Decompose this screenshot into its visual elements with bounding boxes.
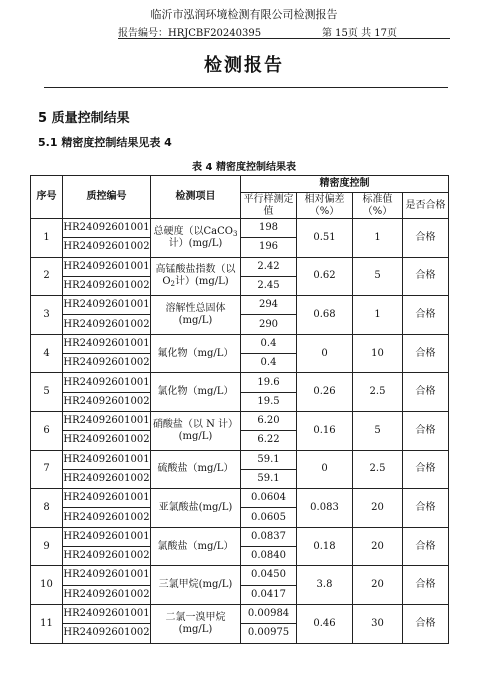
cell-qc-code: HR24092601002: [63, 508, 151, 527]
cell-qc-code: HR24092601001: [63, 566, 151, 585]
cell-item: [151, 527, 241, 566]
cell-rel-dev: 0: [297, 334, 353, 373]
cell-seq: 6: [31, 411, 63, 450]
cell-pass: 合格: [403, 373, 449, 412]
cell-qc-code: HR24092601001: [63, 489, 151, 508]
cell-rel-dev: 0.16: [297, 411, 353, 450]
cell-parallel-value: 59.1: [241, 469, 297, 488]
cell-qc-code: HR24092601002: [63, 624, 151, 643]
cell-seq: 2: [31, 257, 63, 296]
cell-pass: 合格: [403, 450, 449, 489]
cell-item: [151, 334, 241, 373]
report-number: 报告编号：HRJCBF20240395: [118, 28, 262, 39]
cell-rel-dev: 3.8: [297, 566, 353, 605]
section-heading: 5 质量控制结果: [38, 111, 130, 126]
cell-qc-code: HR24092601002: [63, 547, 151, 566]
item-subscript: 2: [170, 280, 175, 289]
cell-pass: 合格: [403, 257, 449, 296]
cell-rel-dev: 0.51: [297, 219, 353, 258]
cell-std: 1: [353, 219, 403, 258]
cell-rel-dev: 0: [297, 450, 353, 489]
cell-std: 20: [353, 527, 403, 566]
cell-qc-code: HR24092601002: [63, 315, 151, 334]
cell-qc-code: HR24092601002: [63, 238, 151, 257]
table-row: [31, 334, 449, 353]
cell-std: 30: [353, 604, 403, 643]
table-row: [31, 373, 449, 392]
item-text: 氯酸盐（mg/L）: [157, 540, 234, 552]
cell-pass: 合格: [403, 411, 449, 450]
table-row: [31, 450, 449, 469]
cell-pass: 合格: [403, 566, 449, 605]
table-row: [31, 489, 449, 508]
cell-rel-dev: 0.68: [297, 296, 353, 335]
item-text: 三氯甲烷(mg/L): [158, 579, 233, 591]
cell-parallel-value: 59.1: [241, 450, 297, 469]
section-subheading: 5.1 精密度控制结果见表 4: [38, 136, 172, 149]
cell-item: [151, 296, 241, 335]
table-body: [31, 219, 449, 644]
cell-rel-dev: 0.18: [297, 527, 353, 566]
cell-qc-code: HR24092601002: [63, 392, 151, 411]
header-parallel: 平行样测定值: [241, 193, 297, 219]
item-text: 总硬度（以CaCO: [153, 225, 233, 237]
cell-parallel-value: 290: [241, 315, 297, 334]
table-row: [31, 604, 449, 623]
cell-parallel-value: 0.0605: [241, 508, 297, 527]
cell-rel-dev: 0.26: [297, 373, 353, 412]
item-text: 氟化物（mg/L）: [157, 347, 234, 359]
cell-std: 2.5: [353, 373, 403, 412]
cell-seq: 10: [31, 566, 63, 605]
cell-std: 20: [353, 566, 403, 605]
item-text: 二氯一溴甲烷(mg/L): [165, 611, 226, 635]
item-text-tail: 计）(mg/L): [168, 237, 223, 249]
cell-rel-dev: 0.083: [297, 489, 353, 528]
table-row: [31, 411, 449, 430]
item-text: 氯化物（mg/L）: [157, 386, 234, 398]
cell-parallel-value: 0.4: [241, 334, 297, 353]
cell-std: 2.5: [353, 450, 403, 489]
cell-item: [151, 604, 241, 643]
cell-pass: 合格: [403, 334, 449, 373]
cell-qc-code: HR24092601001: [63, 219, 151, 238]
cell-qc-code: HR24092601001: [63, 373, 151, 392]
cell-parallel-value: 19.5: [241, 392, 297, 411]
header-std: 标准值（%）: [353, 193, 403, 219]
cell-qc-code: HR24092601002: [63, 431, 151, 450]
cell-parallel-value: 294: [241, 296, 297, 315]
cell-parallel-value: 0.00975: [241, 624, 297, 643]
cell-parallel-value: 6.22: [241, 431, 297, 450]
cell-item: [151, 373, 241, 412]
title-divider: [44, 87, 448, 88]
cell-qc-code: HR24092601001: [63, 257, 151, 276]
cell-seq: 8: [31, 489, 63, 528]
item-subscript: 3: [233, 229, 238, 238]
cell-qc-code: HR24092601002: [63, 469, 151, 488]
item-text: 硝酸盐（以 N 计）(mg/L): [152, 418, 239, 442]
cell-seq: 4: [31, 334, 63, 373]
cell-parallel-value: 0.0604: [241, 489, 297, 508]
cell-std: 10: [353, 334, 403, 373]
cell-seq: 1: [31, 219, 63, 258]
cell-pass: 合格: [403, 296, 449, 335]
cell-qc-code: HR24092601001: [63, 334, 151, 353]
cell-qc-code: HR24092601001: [63, 296, 151, 315]
header-seq: 序号: [31, 176, 63, 219]
table-row: [31, 566, 449, 585]
item-text-tail: 计）(mg/L): [174, 276, 229, 288]
cell-qc-code: HR24092601002: [63, 354, 151, 373]
cell-parallel-value: 0.0450: [241, 566, 297, 585]
cell-seq: 7: [31, 450, 63, 489]
cell-seq: 3: [31, 296, 63, 335]
header-item: 检测项目: [151, 176, 241, 219]
cell-qc-code: HR24092601002: [63, 276, 151, 295]
cell-item: [151, 411, 241, 450]
cell-parallel-value: 196: [241, 238, 297, 257]
cell-parallel-value: 0.0840: [241, 547, 297, 566]
cell-qc-code: HR24092601002: [63, 585, 151, 604]
cell-std: 5: [353, 257, 403, 296]
cell-seq: 9: [31, 527, 63, 566]
cell-qc-code: HR24092601001: [63, 604, 151, 623]
table-row: [31, 219, 449, 238]
cell-item: [151, 489, 241, 528]
cell-pass: 合格: [403, 604, 449, 643]
precision-table: [30, 175, 449, 644]
item-text: 亚氯酸盐(mg/L): [158, 501, 233, 513]
table-row: [31, 296, 449, 315]
table-caption: 表 4 精密度控制结果表: [192, 162, 296, 173]
item-text: 溶解性总固体(mg/L): [165, 302, 226, 326]
cell-item: [151, 450, 241, 489]
table-row: [31, 257, 449, 276]
cell-qc-code: HR24092601001: [63, 411, 151, 430]
header-qc-code: 质控编号: [63, 176, 151, 219]
cell-qc-code: HR24092601001: [63, 450, 151, 469]
header-pass: 是否合格: [403, 193, 449, 219]
cell-std: 1: [353, 296, 403, 335]
cell-pass: 合格: [403, 489, 449, 528]
page-title: 检测报告: [204, 55, 284, 76]
page-info: 第 15页 共 17页: [322, 28, 397, 39]
cell-rel-dev: 0.46: [297, 604, 353, 643]
header-precision: 精密度控制: [241, 176, 449, 193]
cell-pass: 合格: [403, 527, 449, 566]
header-rel-dev: 相对偏差（%）: [297, 193, 353, 219]
cell-item: [151, 219, 241, 258]
header-divider: [118, 38, 450, 39]
cell-item: [151, 566, 241, 605]
cell-std: 5: [353, 411, 403, 450]
cell-seq: 5: [31, 373, 63, 412]
cell-parallel-value: 0.4: [241, 354, 297, 373]
cell-parallel-value: 198: [241, 219, 297, 238]
cell-item: [151, 257, 241, 296]
cell-rel-dev: 0.62: [297, 257, 353, 296]
cell-parallel-value: 19.6: [241, 373, 297, 392]
company-header: 临沂市泓润环境检测有限公司检测报告: [150, 8, 338, 21]
cell-seq: 11: [31, 604, 63, 643]
cell-parallel-value: 2.45: [241, 276, 297, 295]
cell-parallel-value: 0.0837: [241, 527, 297, 546]
cell-qc-code: HR24092601001: [63, 527, 151, 546]
table-row: [31, 527, 449, 546]
cell-parallel-value: 0.0417: [241, 585, 297, 604]
cell-pass: 合格: [403, 219, 449, 258]
item-text: 高锰酸盐指数（以 O: [155, 264, 236, 288]
cell-std: 20: [353, 489, 403, 528]
cell-parallel-value: 0.00984: [241, 604, 297, 623]
cell-parallel-value: 6.20: [241, 411, 297, 430]
cell-parallel-value: 2.42: [241, 257, 297, 276]
item-text: 硫酸盐（mg/L）: [157, 463, 234, 475]
